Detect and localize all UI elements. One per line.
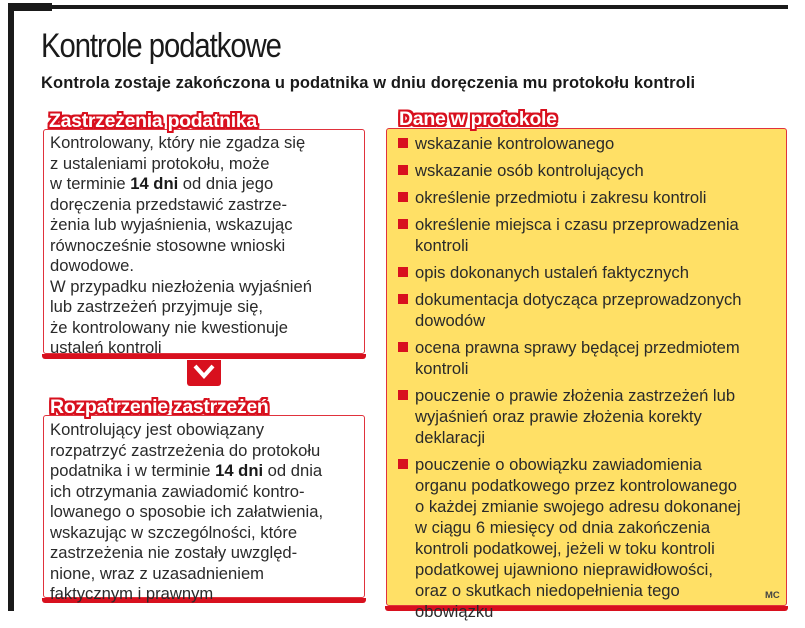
- text-line: [50, 338, 312, 359]
- list-item-line: o każdej zmianie swojego adresu dokonanej: [415, 497, 741, 516]
- text-line: [50, 256, 312, 277]
- protocol-data-label: Dane w protokole: [399, 108, 557, 130]
- bullet-square-icon: [398, 138, 408, 148]
- protocol-data-list: [398, 133, 778, 628]
- credit: MC: [765, 590, 780, 601]
- page-title: Kontrole podatkowe: [41, 27, 281, 65]
- text-line: [50, 174, 312, 195]
- deadline-emphasis: 14 dni: [130, 174, 179, 193]
- bullet-square-icon: [398, 165, 408, 175]
- list-item-line: kontroli: [415, 359, 469, 378]
- list-item: [398, 337, 778, 379]
- text-line: [50, 236, 312, 257]
- list-item: [398, 214, 778, 256]
- text-segment: doręczenia przedstawić zastrze-: [50, 194, 288, 214]
- text-segment: od dnia jego: [178, 174, 274, 193]
- list-item-line: deklaracji: [415, 428, 486, 447]
- list-item-line: pouczenie o obowiązku zawiadomienia: [415, 455, 702, 474]
- text-line: [50, 564, 323, 585]
- text-segment: Kontrolowany, który nie zgadza się: [50, 133, 306, 152]
- bullet-square-icon: [398, 267, 408, 277]
- text-segment: faktycznym i prawnym: [50, 584, 214, 603]
- flow-arrow: [187, 360, 221, 386]
- bullet-square-icon: [398, 459, 408, 469]
- list-item: [398, 289, 778, 331]
- frame-left-rule: [8, 5, 14, 611]
- list-item-line: określenie miejsca i czasu przeprowadzenia: [415, 215, 739, 234]
- list-item: [398, 133, 778, 154]
- text-segment: równocześnie stosowne wnioski: [50, 235, 286, 255]
- bullet-square-icon: [398, 390, 408, 400]
- list-item: [398, 187, 778, 208]
- text-segment: dowodowe.: [50, 256, 134, 275]
- text-segment: w terminie: [50, 174, 131, 193]
- text-line: [50, 133, 312, 154]
- list-item-line: wskazanie kontrolowanego: [415, 134, 615, 153]
- bullet-square-icon: [398, 219, 408, 229]
- text-line: [50, 215, 312, 236]
- text-line: [50, 441, 323, 462]
- text-line: [50, 318, 312, 339]
- text-segment: z ustaleniami protokołu, może: [50, 153, 270, 173]
- text-segment: nione, wraz z uzasadnieniem: [50, 563, 264, 583]
- list-item-line: obowiązku: [415, 602, 494, 621]
- list-item: [398, 160, 778, 181]
- text-segment: że kontrolowany nie kwestionuje: [50, 317, 288, 337]
- list-item-line: dokumentacja dotycząca przeprowadzonych: [415, 290, 742, 309]
- list-item: [398, 262, 778, 283]
- text-line: [50, 482, 323, 503]
- deadline-emphasis: 14 dni: [215, 461, 264, 480]
- text-segment: ustaleń kontroli: [50, 338, 162, 357]
- list-item-line: pouczenie o prawie złożenia zastrzeżeń lub: [415, 386, 736, 405]
- list-item-line: określenie przedmiotu i zakresu kontroli: [415, 188, 707, 207]
- list-item-line: wskazanie osób kontrolujących: [415, 161, 644, 180]
- text-segment: zastrzeżenia nie zostały uwzględ-: [50, 543, 298, 562]
- list-item-line: w ciągu 6 miesięcy od dnia zakończenia: [415, 518, 711, 537]
- text-segment: od dnia: [263, 461, 323, 480]
- text-segment: Kontrolujący jest obowiązany: [50, 420, 264, 439]
- text-segment: żenia lub wyjaśnienia, wskazując: [50, 215, 293, 234]
- text-line: [50, 543, 323, 564]
- page-subtitle: Kontrola zostaje zakończona u podatnika w dniu doręczenia mu protokołu kontroli: [41, 74, 696, 92]
- objections-review-label: Rozpatrzenie zastrzeżeń: [50, 396, 269, 418]
- text-segment: rozpatrzyć zastrzeżenia do protokołu: [50, 440, 321, 460]
- text-segment: lowanego o sposobie ich załatwienia,: [50, 502, 324, 521]
- list-item-line: dowodów: [415, 311, 486, 330]
- list-item: [398, 454, 778, 622]
- text-line: [50, 461, 323, 482]
- frame-corner: [8, 3, 52, 11]
- list-item-line: kontroli: [415, 236, 469, 255]
- chevron-down-icon: [193, 364, 215, 380]
- list-item-line: podatkowej ujawniono nieprawidłowości,: [415, 560, 713, 579]
- text-line: [50, 584, 323, 605]
- bullet-square-icon: [398, 342, 408, 352]
- text-line: [50, 523, 323, 544]
- text-segment: lub zastrzeżeń przyjmuje się,: [50, 297, 264, 316]
- list-item: [398, 385, 778, 448]
- text-segment: W przypadku niezłożenia wyjaśnień: [50, 276, 312, 296]
- bullet-square-icon: [398, 294, 408, 304]
- text-segment: wskazując w szczególności, które: [50, 522, 298, 542]
- text-line: [50, 297, 312, 318]
- objections-box-label: Zastrzeżenia podatnika: [49, 110, 257, 132]
- frame-top-rule: [8, 5, 788, 9]
- text-segment: ich otrzymania zawiadomić kontro-: [50, 481, 305, 501]
- text-line: [50, 154, 312, 175]
- text-line: [50, 502, 323, 523]
- list-item-line: ocena prawna sprawy będącej przedmiotem: [415, 338, 740, 357]
- bullet-square-icon: [398, 192, 408, 202]
- list-item-line: opis dokonanych ustaleń faktycznych: [415, 263, 689, 282]
- text-line: [50, 277, 312, 298]
- list-item-line: wyjaśnień oraz prawie złożenia korekty: [415, 407, 702, 426]
- text-line: [50, 420, 323, 441]
- objections-review-text: [50, 420, 323, 605]
- text-line: [50, 195, 312, 216]
- list-item-line: oraz o skutkach niedopełnienia tego: [415, 581, 680, 600]
- text-segment: podatnika i w terminie: [50, 461, 216, 480]
- list-item-line: organu podatkowego przez kontrolowanego: [415, 476, 737, 495]
- objections-text: [50, 133, 312, 359]
- list-item-line: kontroli podatkowej, jeżeli w toku kontroli: [415, 539, 715, 558]
